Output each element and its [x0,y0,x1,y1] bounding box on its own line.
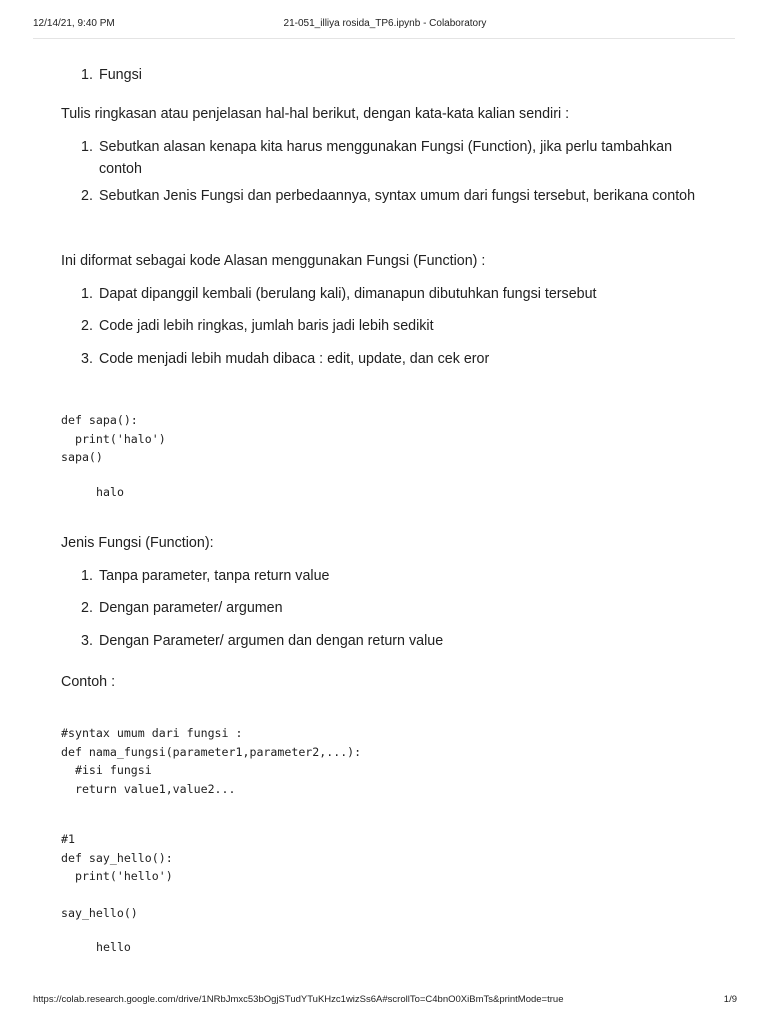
reason-item-3: 3. Code menjadi lebih mudah dibaca : edit, update, dan cek eror [81,351,490,367]
type-item-2: 2. Dengan parameter/ argumen [81,600,283,616]
header-divider [33,38,735,39]
types-heading: Jenis Fungsi (Function): [61,535,214,551]
code-cell-sapa[interactable]: def sapa(): print('halo') sapa() [61,413,166,464]
section-item-fungsi: 1. Fungsi [81,67,142,83]
code-cell-say-hello[interactable]: #1 def say_hello(): print('hello') say_hello() [61,832,173,920]
print-document-title: 21-051_illiya rosida_TP6.ipynb - Colaboratory [283,18,487,29]
print-datetime: 12/14/21, 9:40 PM [33,18,115,29]
task-item-2: 2. Sebutkan Jenis Fungsi dan perbedaannya, syntax umum dari fungsi tersebut, berikana contoh [81,188,696,204]
code-cell-syntax[interactable]: #syntax umum dari fungsi : def nama_fungsi(parameter1,parameter2,...): #isi fungsi return value1,value2... [61,726,362,796]
reasons-heading: Ini diformat sebagai kode Alasan menggunakan Fungsi (Function) : [61,253,486,269]
type-item-1: 1. Tanpa parameter, tanpa return value [81,568,330,584]
code-output-say-hello: hello [96,940,131,954]
example-heading: Contoh : [61,674,116,690]
code-output-sapa: halo [96,485,124,499]
print-footer [33,994,737,1008]
task-item-1: 1. Sebutkan alasan kenapa kita harus menggunakan Fungsi (Function), jika perlu tambahkan contoh [81,139,673,177]
page-number: 1/9 [723,994,737,1005]
reason-item-1: 1. Dapat dipanggil kembali (berulang kali), dimanapun dibutuhkan fungsi tersebut [81,286,597,302]
intro-text: Tulis ringkasan atau penjelasan hal-hal berikut, dengan kata-kata kalian sendiri : [61,106,570,122]
print-url: https://colab.research.google.com/drive/1NRbJmxc53bOgjSTudYTuKHzc1wizSs6A#scrollTo=C4bnO0XiBmTs&printMode=true [33,994,564,1005]
type-item-3: 3. Dengan Parameter/ argumen dan dengan return value [81,633,444,649]
reason-item-2: 2. Code jadi lebih ringkas, jumlah baris jadi lebih sedikit [81,318,434,334]
print-header [33,18,737,32]
